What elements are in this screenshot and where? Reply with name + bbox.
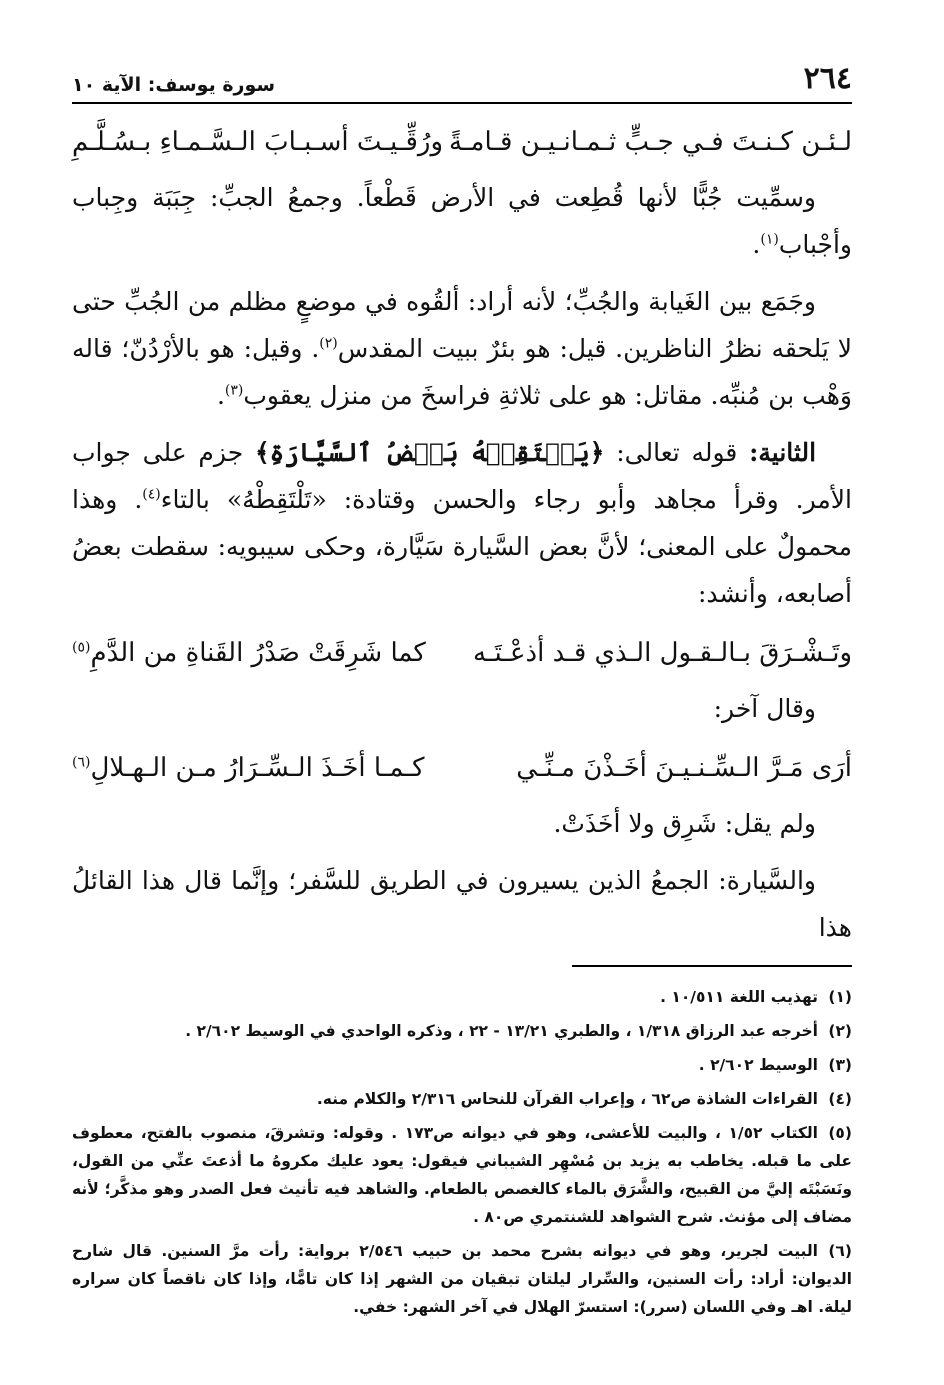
paragraph-second-issue [72, 429, 852, 617]
verse-3-first-hemistich: أرَى مَـرَّ الـسِّـنـيـنَ أخَـذْنَ مـنِّـي [516, 753, 852, 783]
footnote-6 [72, 1237, 852, 1321]
paragraph-did-not-say: ولم يقل: شَرِق ولا أخَذَتْ. [553, 809, 816, 838]
section-lead-second: الثانية: [749, 438, 817, 467]
verse-2-second-hemistich [72, 627, 426, 679]
paragraph-1-text: وسمِّيت جُبًّا لأنها قُطِعت في الأرض قَطْعاً. وجمعُ الجبِّ: جِبَبَة وجِباب وأجْباب [72, 183, 852, 259]
footnotes [72, 983, 852, 1321]
footnote-ref-3[interactable]: (٣) [224, 382, 244, 399]
footnote-2-text: أخرجه عبد الرزاق ١/٣١٨ ، والطبري ١٣/٢١ - ٢٢ ، وذكره الواحدي في الوسيط ٢/٦٠٢ . [185, 1022, 818, 1040]
poetry-verse-1 [72, 116, 852, 168]
verse-3-second-hemistich [72, 742, 424, 794]
poetry-verse-2 [72, 627, 852, 679]
verse-1-second-hemistich: ورُقِّـيـتَ أسـبـابَ الـسَّـمـاءِ بـسُـلَّـمِ [72, 127, 443, 157]
running-title: سورة يوسف: الآية ١٠ [72, 74, 276, 96]
footnote-ref-5[interactable]: (٥) [72, 639, 91, 656]
footnote-4-number: (٤) [828, 1090, 852, 1108]
footnote-1 [72, 983, 852, 1011]
book-page [72, 60, 852, 1327]
paragraph-3-text-c: . وهذا محمولٌ على المعنى؛ لأنَّ بعض السَّيارة سَيَّارة، وحكى سيبويه: سقطت بعضُ أصابعه، وأنشد: [72, 485, 852, 608]
footnote-separator [572, 965, 852, 967]
footnote-5-text: الكتاب ١/٥٢ ، والبيت للأعشى، وهو في ديوانه ص١٧٣ . وقوله: وتشرقَ، منصوب بالفتح، معطوف على ما قبله. يخاطب به يزيد بن مُسْهِر الشيباني فيقول: يعود عليك مكروهُ ما أذعتَ عنِّي من القول، ونَسَبْتَه إليَّ من القبيح، والشَّرَق بالماء كالغصص بالطعام. والشاهد فيه تأنيث فعل الصدر وهو مذكَّر؛ لأنه مضاف إلى مؤنث. شرح الشواهد للشنتمري ص٨٠ . [72, 1124, 852, 1226]
footnote-3-number: (٣) [828, 1056, 852, 1074]
paragraph-3-text-b: جزم على جواب الأمر. وقرأ مجاهد وأبو رجاء والحسن وقتادة: «تَلْتَقِطْهُ» بالتاء [72, 438, 852, 514]
main-text [72, 116, 852, 951]
footnote-4-text: القراءات الشاذة ص٦٢ ، وإعراب القرآن للنحاس ٢/٣١٦ والكلام منه. [316, 1090, 818, 1108]
paragraph-sayyara: والسَّيارة: الجمعُ الذين يسيرون في الطريق للسَّفر؛ وإنَّما قال هذا القائلُ هذا [72, 866, 852, 942]
footnote-2-number: (٢) [828, 1022, 852, 1040]
verse-2-second-text: كما شَرِقَتْ صَدْرُ القَناةِ من الدَّمِ [90, 638, 426, 668]
footnote-5-number: (٥) [828, 1124, 852, 1142]
paragraph-3-text-a: قوله تعالى: [604, 438, 750, 467]
footnote-3 [72, 1051, 852, 1079]
paragraph-another-said: وقال آخر: [713, 694, 816, 723]
footnote-4 [72, 1085, 852, 1113]
page-header [72, 60, 852, 104]
footnote-6-text: البيت لجرير، وهو في ديوانه بشرح محمد بن حبيب ٢/٥٤٦ برواية: رأت مرَّ السنين. قال شارح الديوان: أراد: رأت السنين، والسِّرار ليلتان تبقيان من الشهر إذا كان تامًّا، وإذا كان ناقصاً كان سراره ليلة. اهـ وفي اللسان (سرر): استسرّ الهلال في آخر الشهر: خفي. [72, 1242, 852, 1316]
page-number: ٢٦٤ [803, 61, 852, 96]
paragraph-jubb-naming [72, 174, 852, 268]
paragraph-2-text-a: وجَمَع بين الغَيابة والجُبِّ؛ لأنه أراد: ألقُوه في موضعٍ مظلم من الجُبِّ حتى لا يَلحقه نظرُ الناظرين. قيل: هو بئرٌ ببيت المقدس [72, 287, 852, 363]
footnote-6-number: (٦) [828, 1242, 852, 1260]
footnote-5 [72, 1119, 852, 1231]
paragraph-2-text-b: . وقيل: هو بالأرْدُنّ؛ قاله وَهْب بن مُنبِّه. مقاتل: هو على ثلاثةِ فراسخَ من منزل يعقوب [72, 334, 852, 410]
footnote-1-text: تهذيب اللغة ١٠/٥١١ . [660, 988, 818, 1006]
paragraph-ghayaba [72, 278, 852, 419]
footnote-3-text: الوسيط ٢/٦٠٢ . [698, 1056, 818, 1074]
footnote-ref-4[interactable]: (٤) [142, 486, 161, 503]
paragraph-2-end: . [216, 381, 225, 410]
footnote-1-number: (١) [828, 988, 852, 1006]
footnote-2 [72, 1017, 852, 1045]
verse-3-second-text: كـمـا أخَـذَ الـسِّـرَارُ مـن الـهـلالِ [90, 753, 425, 783]
verse-2-first-hemistich: وتَـشْـرَقَ بـالـقـول الـذي قـد أذعْـتَـه [473, 638, 852, 668]
paragraph-1-end: . [752, 230, 761, 259]
footnote-ref-1[interactable]: (١) [760, 231, 779, 248]
footnote-ref-6[interactable]: (٦) [72, 754, 91, 771]
footnote-ref-2[interactable]: (٢) [319, 335, 338, 352]
quran-quote: ﴿يَلۡتَقِطۡهُ بَعۡضُ ٱلسَّيَّارَةِ﴾ [254, 438, 605, 467]
verse-1-first-hemistich: لـئـن كـنـتَ فـي جـبٍّ ثـمـانـيـن قـامـةً [448, 127, 852, 157]
poetry-verse-3 [72, 742, 852, 794]
